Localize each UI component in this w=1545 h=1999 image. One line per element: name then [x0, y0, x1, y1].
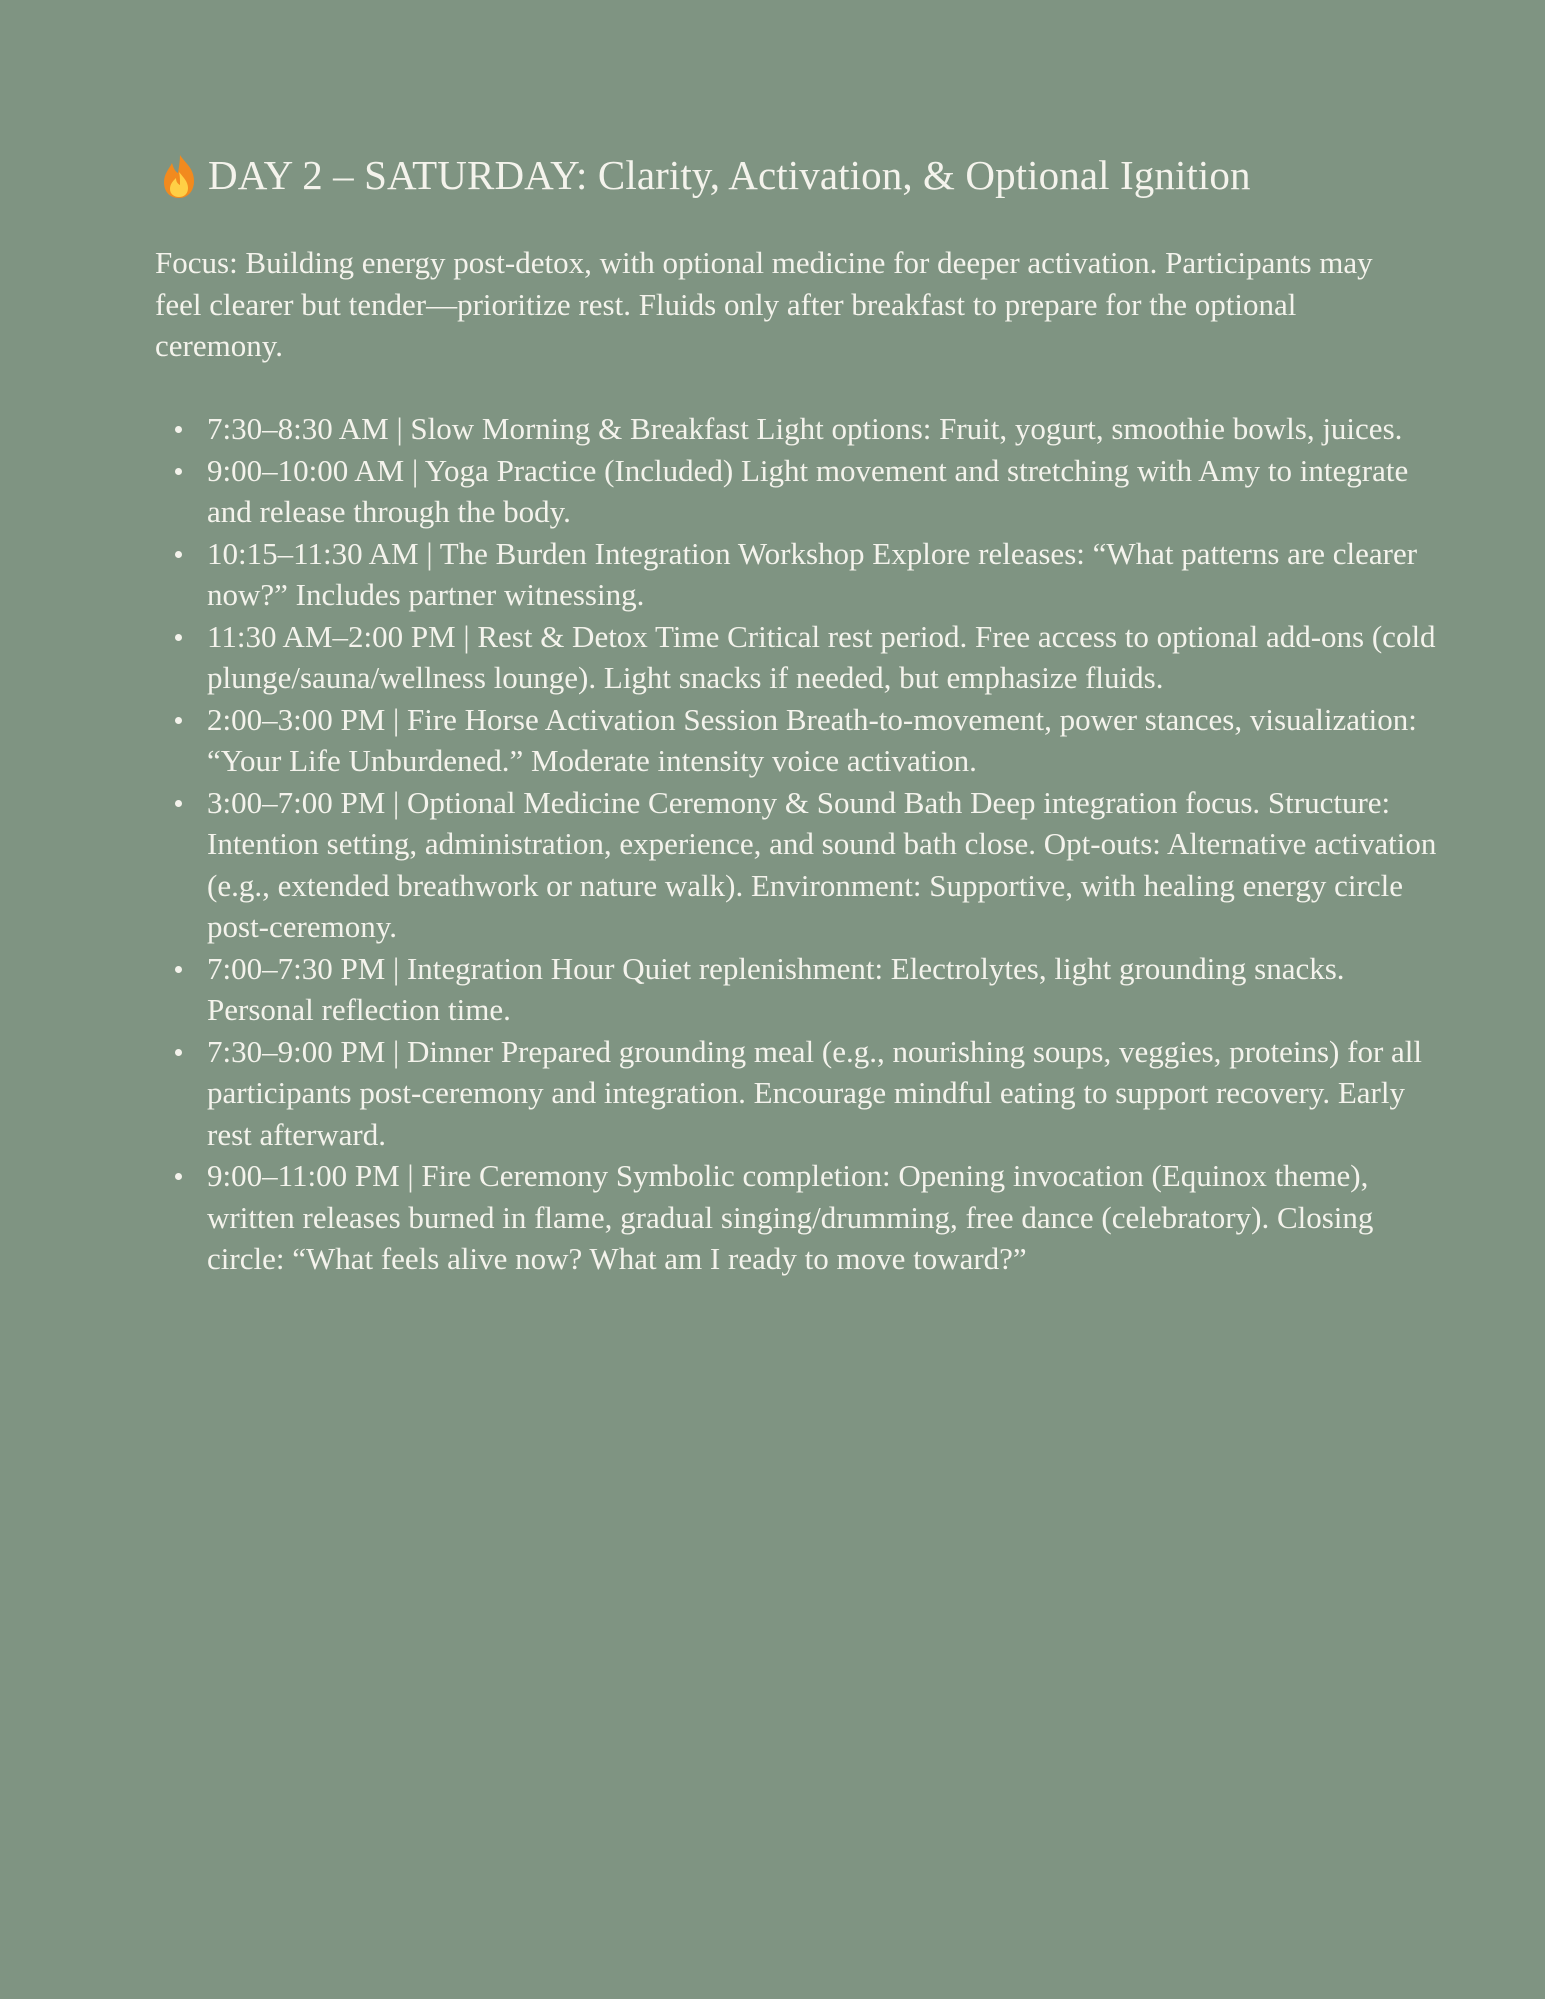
- schedule-item: [207, 450, 1457, 533]
- schedule-item-text: 11:30 AM–2:00 PM | Rest & Detox Time Critical rest period. Free access to optional add-ons (cold plunge/sauna/wellness lounge). Light snacks if needed, but emphasize fluids.: [207, 618, 1436, 695]
- schedule-item: [207, 1155, 1457, 1280]
- schedule-item-text: 7:30–9:00 PM | Dinner Prepared grounding meal (e.g., nourishing soups, veggies, proteins) for all participants post-ceremony and integration. Encourage mindful eating to support recovery. Early rest afterward.: [207, 1033, 1423, 1152]
- schedule-item-text: 7:00–7:30 PM | Integration Hour Quiet replenishment: Electrolytes, light grounding snacks. Personal reflection time.: [207, 950, 1345, 1027]
- schedule-list: [155, 408, 1457, 1280]
- focus-paragraph: Focus: Building energy post-detox, with optional medicine for deeper activation. Participants may feel clearer but tender—prioritize rest. Fluids only after breakfast to prepare for the optional ceremony.: [155, 245, 1373, 363]
- schedule-item: [207, 533, 1457, 616]
- bullet-icon: [175, 1173, 182, 1180]
- schedule-item: [207, 408, 1457, 450]
- schedule-item-text: 10:15–11:30 AM | The Burden Integration Workshop Explore releases: “What patterns are clearer now?” Includes partner witnessing.: [207, 535, 1418, 612]
- schedule-item: [207, 1031, 1457, 1156]
- bullet-icon: [175, 634, 182, 641]
- bullet-icon: [175, 717, 182, 724]
- bullet-icon: [175, 426, 182, 433]
- schedule-item-text: 3:00–7:00 PM | Optional Medicine Ceremony & Sound Bath Deep integration focus. Structure: Intention setting, administration, experience, and sound bath close. Opt-outs: Alternative activation (e.g., extended breathwork or nature walk). Environment: Supportive, with healing energy circle post-ceremony.: [207, 784, 1437, 944]
- schedule-item-text: 9:00–10:00 AM | Yoga Practice (Included) Light movement and stretching with Amy to integrate and release through the body.: [207, 452, 1409, 529]
- fire-icon: [160, 153, 198, 199]
- schedule-item-text: 9:00–11:00 PM | Fire Ceremony Symbolic completion: Opening invocation (Equinox theme), written releases burned in flame, gradual singing/drumming, free dance (celebratory). Closing circle: “What feels alive now? What am I ready to move toward?”: [207, 1158, 1374, 1276]
- schedule-item: [207, 782, 1457, 948]
- bullet-icon: [175, 551, 182, 558]
- schedule-item: [207, 948, 1457, 1031]
- bullet-icon: [175, 1049, 182, 1056]
- day-title: [160, 138, 1420, 214]
- schedule-item: [207, 699, 1457, 782]
- schedule-item-text: 2:00–3:00 PM | Fire Horse Activation Session Breath-to-movement, power stances, visualization: “Your Life Unburdened.” Moderate intensity voice activation.: [207, 701, 1417, 778]
- day-title-text: DAY 2 – SATURDAY: Clarity, Activation, & Optional Ignition: [208, 152, 1251, 199]
- bullet-icon: [175, 800, 182, 807]
- schedule-item-text: 7:30–8:30 AM | Slow Morning & Breakfast Light options: Fruit, yogurt, smoothie bowls, juices.: [207, 411, 1403, 446]
- schedule-item: [207, 616, 1457, 699]
- bullet-icon: [175, 966, 182, 973]
- bullet-icon: [175, 468, 182, 475]
